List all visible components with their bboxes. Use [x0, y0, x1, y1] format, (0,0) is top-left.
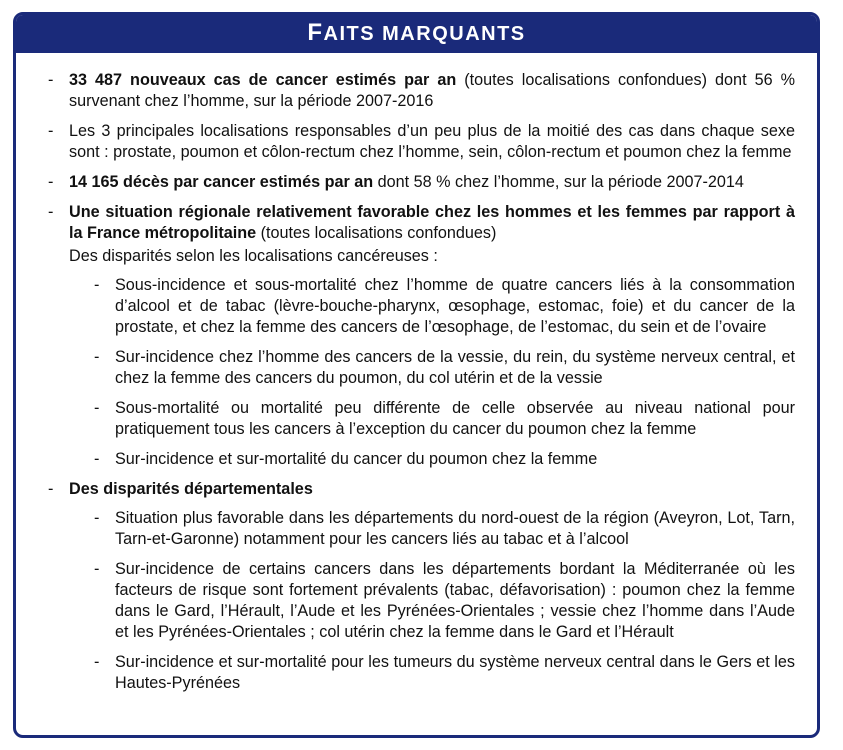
fact-item-text: Les 3 principales localisations responsables d’un peu plus de la moitié des cas dans chaque sexe sont : prostate, poumon et côlon-rectum chez l’homme, sein, côlon-rectum et poumon chez la femme	[69, 122, 795, 161]
sub-list-localisations	[69, 275, 795, 470]
fact-item-text: dont 58 % chez l’homme, sur la période 2007-2014	[373, 173, 744, 191]
fact-item-regional-situation	[48, 202, 795, 470]
sub-list-departments	[69, 508, 795, 694]
sub-item: - Sur-incidence et sur-mortalité du cancer du poumon chez la femme	[94, 449, 795, 470]
key-facts-box	[13, 12, 820, 738]
fact-item-departmental-disparities	[48, 479, 795, 694]
fact-item-bold: Des disparités départementales	[69, 480, 313, 498]
fact-item-bold: 33 487 nouveaux cas de cancer estimés par an	[69, 71, 457, 89]
fact-item-main-sites	[48, 121, 795, 163]
key-facts-header	[16, 15, 817, 53]
fact-item-text: (toutes localisations confondues)	[256, 224, 497, 242]
fact-item-intro: Des disparités selon les localisations cancéreuses :	[69, 247, 438, 265]
fact-item-bold: Une situation régionale relativement favorable chez les hommes et les femmes par rapport à la France métropolitaine	[69, 203, 795, 242]
sub-item: - Sur-incidence de certains cancers dans les départements bordant la Méditerranée où les facteurs de risque sont fortement prévalents (tabac, défavorisation) : poumon chez la femme dans le Gard, l’Hérault, l’Aude et les Pyrénées-Orientales ; vessie chez l’homme dans l’Aude et les Pyrénées-Orientales ; col utérin chez la femme dans le Gard et l’Hérault	[94, 559, 795, 643]
fact-item-deaths	[48, 172, 795, 193]
key-facts-list	[16, 53, 817, 694]
sub-item: - Sur-incidence et sur-mortalité pour les tumeurs du système nerveux central dans le Gers et les Hautes-Pyrénées	[94, 652, 795, 694]
header-title-initial: F	[307, 19, 324, 46]
fact-item-bold: 14 165 décès par cancer estimés par an	[69, 173, 374, 191]
sub-item: - Sur-incidence chez l’homme des cancers de la vessie, du rein, du système nerveux central, et chez la femme des cancers du poumon, du col utérin et de la vessie	[94, 347, 795, 389]
sub-item: - Sous-incidence et sous-mortalité chez l’homme de quatre cancers liés à la consommation d’alcool et de tabac (lèvre-bouche-pharynx, œsophage, estomac, foie) et du cancer de la prostate, et chez la femme des cancers de l’œsophage, de l’estomac, du sein et de l’ovaire	[94, 275, 795, 338]
header-title-rest: AITS MARQUANTS	[323, 23, 526, 45]
sub-item: - Sous-mortalité ou mortalité peu différente de celle observée au niveau national pour pratiquement tous les cancers à l’exception du cancer du poumon chez la femme	[94, 398, 795, 440]
sub-item: - Situation plus favorable dans les départements du nord-ouest de la région (Aveyron, Lot, Tarn, Tarn-et-Garonne) notamment pour les cancers liés au tabac et à l’alcool	[94, 508, 795, 550]
fact-item-incidence	[48, 70, 795, 112]
fact-item-text: (toutes localisations confondues) dont 56 % survenant chez l’homme, sur la période 2007-2016	[69, 71, 796, 110]
